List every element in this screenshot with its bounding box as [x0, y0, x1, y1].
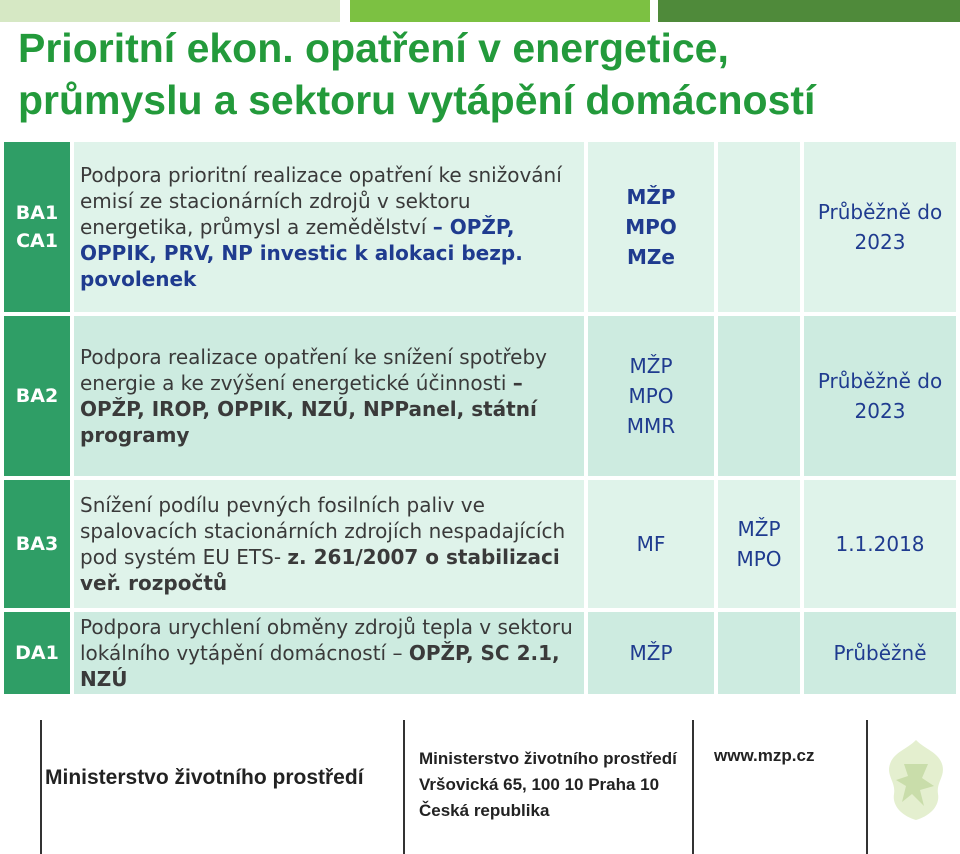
table-row: [0, 480, 960, 608]
responsible-item: MPO: [625, 215, 677, 239]
deadline-line: 2023: [854, 399, 906, 423]
row-responsible: [588, 612, 714, 694]
address-line: Česká republika: [419, 801, 550, 820]
responsible-item: MŽP: [626, 185, 676, 209]
row-col4: [718, 480, 800, 608]
description-text: [80, 614, 578, 692]
header-bar-light: [0, 0, 340, 22]
description-plain: Snížení podílu pevných fosilních paliv ve spalovacích stacionárních zdrojích nespadajících pod systém EU ETS-: [80, 493, 566, 569]
code-line: BA2: [15, 385, 59, 407]
row-responsible: [588, 316, 714, 476]
col4-item: MPO: [736, 547, 782, 571]
row-deadline: [804, 142, 956, 312]
deadline-line: 2023: [854, 230, 906, 254]
description-bold: – OPŽP, IROP, OPPIK, NZÚ, NPPanel, státní programy: [80, 371, 537, 447]
row-description: [74, 142, 584, 312]
deadline-line: Průběžně do: [817, 200, 943, 224]
responsible-item: MŽP: [629, 641, 673, 665]
description-plain: Podpora prioritní realizace opatření ke snižování emisí ze stacionárních zdrojů v sektoru energetika, průmysl a zemědělství: [80, 163, 562, 239]
title-line-2: průmyslu a sektoru vytápění domácností: [18, 77, 816, 123]
row-code: [4, 480, 70, 608]
lion-emblem-icon: [876, 730, 956, 830]
description-text: [80, 344, 578, 448]
description-bold: z. 261/2007 o stabilizaci veř. rozpočtů: [80, 545, 560, 595]
deadline-line: Průběžně do: [817, 369, 943, 393]
row-code: [4, 316, 70, 476]
description-text: [80, 492, 578, 596]
responsible-item: MŽP: [629, 354, 673, 378]
row-description: [74, 480, 584, 608]
row-description: [74, 316, 584, 476]
divider: [40, 720, 42, 854]
code-line: BA3: [15, 533, 59, 555]
description-bold: – OPŽP, OPPIK, PRV, NP investic k alokaci bezp. povolenek: [80, 215, 523, 291]
address-line: Ministerstvo životního prostředí: [419, 749, 677, 768]
row-code: [4, 142, 70, 312]
table-row: [0, 316, 960, 476]
description-plain: Podpora realizace opatření ke snížení spotřeby energie a ke zvýšení energetické účinnosti: [80, 345, 548, 395]
divider: [692, 720, 694, 854]
row-code: [4, 612, 70, 694]
code-line: BA1: [15, 202, 59, 224]
row-spacer: [718, 316, 800, 476]
responsible-item: MMR: [626, 414, 676, 438]
footer-logo-text: Ministerstvo životního prostředí: [45, 766, 364, 789]
col3-item: MF: [636, 532, 666, 556]
row-responsible: [588, 142, 714, 312]
footer-web-link[interactable]: www.mzp.cz: [714, 746, 815, 765]
header-bar-dark: [658, 0, 960, 22]
divider: [403, 720, 405, 854]
deadline-line: 1.1.2018: [835, 532, 925, 556]
row-spacer: [718, 142, 800, 312]
footer-address: [419, 746, 677, 824]
col4-item: MŽP: [737, 517, 781, 541]
row-deadline: [804, 316, 956, 476]
title-line-1: Prioritní ekon. opatření v energetice,: [18, 25, 729, 71]
page-title: [18, 22, 958, 126]
responsible-item: MPO: [628, 384, 674, 408]
divider: [866, 720, 868, 854]
responsible-item: MZe: [627, 245, 675, 269]
code-line: CA1: [16, 230, 58, 252]
row-deadline: [804, 480, 956, 608]
row-description: [74, 612, 584, 694]
description-text: [80, 162, 578, 292]
row-deadline: [804, 612, 956, 694]
table-row: [0, 142, 960, 312]
header-bar-mid: [350, 0, 650, 22]
row-col3: [588, 480, 714, 608]
code-line: DA1: [15, 642, 59, 664]
address-line: Vršovická 65, 100 10 Praha 10: [419, 775, 660, 794]
deadline-line: Průběžně: [833, 641, 927, 665]
table-row: [0, 612, 960, 694]
description-bold: OPŽP, SC 2.1, NZÚ: [80, 641, 560, 691]
row-spacer: [718, 612, 800, 694]
description-plain: Podpora urychlení obměny zdrojů tepla v sektoru lokálního vytápění domácností –: [80, 615, 573, 665]
